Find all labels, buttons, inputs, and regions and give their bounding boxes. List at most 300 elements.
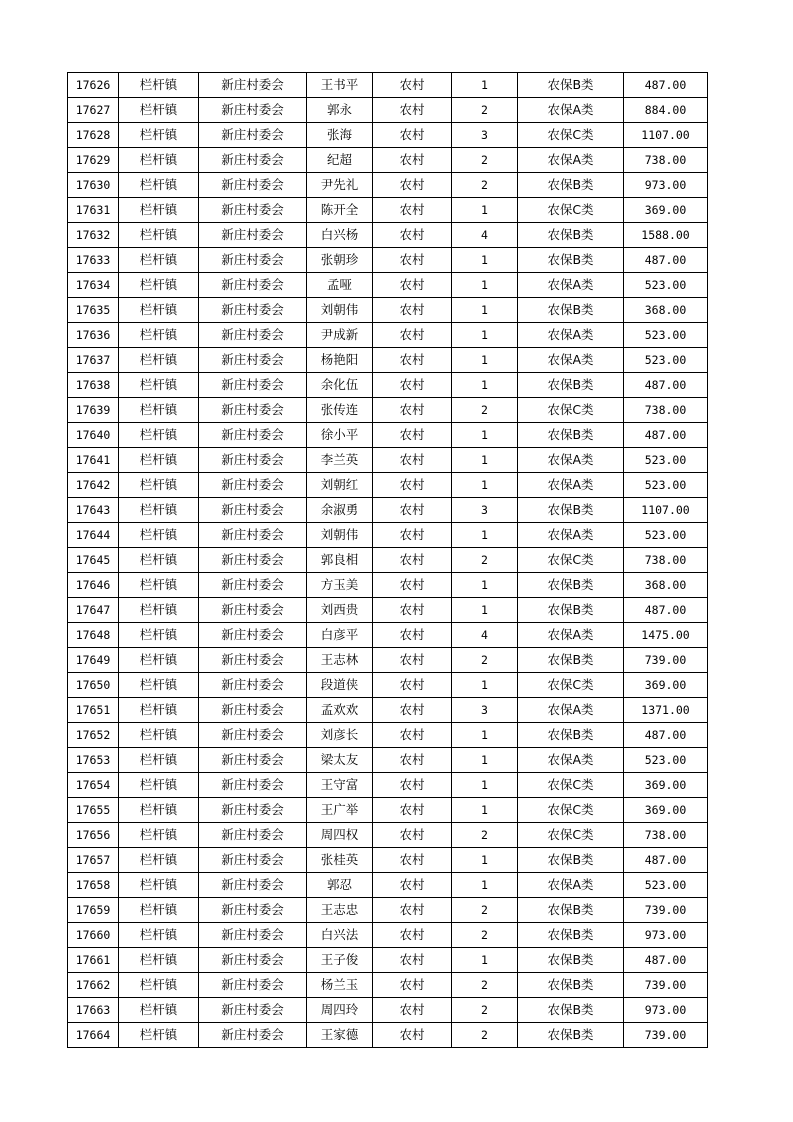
cell-id: 17652 bbox=[68, 723, 119, 748]
cell-count: 1 bbox=[452, 948, 518, 973]
cell-count: 1 bbox=[452, 798, 518, 823]
cell-category: 农保A类 bbox=[518, 148, 624, 173]
cell-village: 新庄村委会 bbox=[199, 523, 307, 548]
cell-category: 农保A类 bbox=[518, 873, 624, 898]
cell-id: 17655 bbox=[68, 798, 119, 823]
cell-town: 栏杆镇 bbox=[119, 423, 199, 448]
cell-category: 农保B类 bbox=[518, 723, 624, 748]
cell-id: 17649 bbox=[68, 648, 119, 673]
cell-amount: 487.00 bbox=[624, 73, 708, 98]
cell-type: 农村 bbox=[373, 148, 452, 173]
cell-id: 17645 bbox=[68, 548, 119, 573]
cell-id: 17646 bbox=[68, 573, 119, 598]
cell-count: 4 bbox=[452, 623, 518, 648]
cell-id: 17639 bbox=[68, 398, 119, 423]
cell-village: 新庄村委会 bbox=[199, 73, 307, 98]
cell-type: 农村 bbox=[373, 823, 452, 848]
cell-village: 新庄村委会 bbox=[199, 923, 307, 948]
cell-id: 17654 bbox=[68, 773, 119, 798]
cell-town: 栏杆镇 bbox=[119, 198, 199, 223]
roster-body bbox=[68, 73, 708, 1048]
table-row bbox=[68, 73, 708, 98]
cell-id: 17660 bbox=[68, 923, 119, 948]
cell-category: 农保C类 bbox=[518, 548, 624, 573]
cell-amount: 487.00 bbox=[624, 848, 708, 873]
cell-village: 新庄村委会 bbox=[199, 748, 307, 773]
cell-category: 农保B类 bbox=[518, 423, 624, 448]
cell-amount: 884.00 bbox=[624, 98, 708, 123]
cell-count: 2 bbox=[452, 923, 518, 948]
cell-village: 新庄村委会 bbox=[199, 123, 307, 148]
cell-count: 2 bbox=[452, 1023, 518, 1048]
cell-town: 栏杆镇 bbox=[119, 123, 199, 148]
cell-name: 张桂英 bbox=[307, 848, 373, 873]
cell-type: 农村 bbox=[373, 123, 452, 148]
cell-id: 17644 bbox=[68, 523, 119, 548]
cell-id: 17664 bbox=[68, 1023, 119, 1048]
cell-category: 农保C类 bbox=[518, 673, 624, 698]
cell-town: 栏杆镇 bbox=[119, 398, 199, 423]
cell-id: 17642 bbox=[68, 473, 119, 498]
cell-category: 农保A类 bbox=[518, 448, 624, 473]
cell-count: 1 bbox=[452, 723, 518, 748]
cell-category: 农保C类 bbox=[518, 798, 624, 823]
cell-count: 1 bbox=[452, 673, 518, 698]
cell-name: 白兴法 bbox=[307, 923, 373, 948]
cell-town: 栏杆镇 bbox=[119, 173, 199, 198]
cell-town: 栏杆镇 bbox=[119, 873, 199, 898]
cell-town: 栏杆镇 bbox=[119, 73, 199, 98]
cell-category: 农保B类 bbox=[518, 998, 624, 1023]
cell-town: 栏杆镇 bbox=[119, 98, 199, 123]
cell-count: 1 bbox=[452, 423, 518, 448]
table-row bbox=[68, 398, 708, 423]
table-row bbox=[68, 523, 708, 548]
cell-town: 栏杆镇 bbox=[119, 323, 199, 348]
cell-name: 周四权 bbox=[307, 823, 373, 848]
cell-name: 刘彦长 bbox=[307, 723, 373, 748]
cell-type: 农村 bbox=[373, 98, 452, 123]
cell-id: 17631 bbox=[68, 198, 119, 223]
cell-name: 方玉美 bbox=[307, 573, 373, 598]
roster-table bbox=[67, 72, 708, 1048]
cell-name: 王家德 bbox=[307, 1023, 373, 1048]
cell-category: 农保B类 bbox=[518, 648, 624, 673]
table-row bbox=[68, 598, 708, 623]
cell-town: 栏杆镇 bbox=[119, 573, 199, 598]
cell-name: 刘朝伟 bbox=[307, 523, 373, 548]
cell-name: 王广举 bbox=[307, 798, 373, 823]
cell-town: 栏杆镇 bbox=[119, 348, 199, 373]
cell-type: 农村 bbox=[373, 498, 452, 523]
cell-amount: 487.00 bbox=[624, 598, 708, 623]
cell-village: 新庄村委会 bbox=[199, 423, 307, 448]
cell-name: 刘朝红 bbox=[307, 473, 373, 498]
cell-type: 农村 bbox=[373, 673, 452, 698]
cell-village: 新庄村委会 bbox=[199, 373, 307, 398]
cell-type: 农村 bbox=[373, 298, 452, 323]
cell-amount: 739.00 bbox=[624, 898, 708, 923]
cell-village: 新庄村委会 bbox=[199, 698, 307, 723]
cell-amount: 738.00 bbox=[624, 148, 708, 173]
cell-count: 4 bbox=[452, 223, 518, 248]
cell-name: 郭永 bbox=[307, 98, 373, 123]
cell-id: 17640 bbox=[68, 423, 119, 448]
cell-town: 栏杆镇 bbox=[119, 973, 199, 998]
table-row bbox=[68, 548, 708, 573]
cell-amount: 973.00 bbox=[624, 173, 708, 198]
cell-town: 栏杆镇 bbox=[119, 923, 199, 948]
cell-name: 余化伍 bbox=[307, 373, 373, 398]
cell-count: 1 bbox=[452, 348, 518, 373]
cell-amount: 523.00 bbox=[624, 273, 708, 298]
cell-name: 王子俊 bbox=[307, 948, 373, 973]
cell-name: 白彦平 bbox=[307, 623, 373, 648]
cell-amount: 1371.00 bbox=[624, 698, 708, 723]
cell-amount: 369.00 bbox=[624, 673, 708, 698]
cell-name: 徐小平 bbox=[307, 423, 373, 448]
table-row bbox=[68, 223, 708, 248]
cell-category: 农保A类 bbox=[518, 698, 624, 723]
cell-amount: 487.00 bbox=[624, 373, 708, 398]
table-row bbox=[68, 998, 708, 1023]
cell-village: 新庄村委会 bbox=[199, 973, 307, 998]
cell-village: 新庄村委会 bbox=[199, 473, 307, 498]
cell-amount: 523.00 bbox=[624, 348, 708, 373]
cell-category: 农保B类 bbox=[518, 973, 624, 998]
cell-id: 17663 bbox=[68, 998, 119, 1023]
cell-amount: 523.00 bbox=[624, 873, 708, 898]
cell-id: 17635 bbox=[68, 298, 119, 323]
cell-name: 杨兰玉 bbox=[307, 973, 373, 998]
cell-count: 2 bbox=[452, 898, 518, 923]
cell-id: 17636 bbox=[68, 323, 119, 348]
cell-category: 农保A类 bbox=[518, 748, 624, 773]
cell-count: 3 bbox=[452, 498, 518, 523]
cell-count: 1 bbox=[452, 248, 518, 273]
cell-name: 李兰英 bbox=[307, 448, 373, 473]
cell-town: 栏杆镇 bbox=[119, 723, 199, 748]
cell-type: 农村 bbox=[373, 973, 452, 998]
cell-id: 17662 bbox=[68, 973, 119, 998]
cell-name: 尹先礼 bbox=[307, 173, 373, 198]
cell-town: 栏杆镇 bbox=[119, 673, 199, 698]
cell-count: 3 bbox=[452, 123, 518, 148]
table-row bbox=[68, 323, 708, 348]
cell-name: 张传连 bbox=[307, 398, 373, 423]
cell-town: 栏杆镇 bbox=[119, 598, 199, 623]
cell-id: 17629 bbox=[68, 148, 119, 173]
cell-village: 新庄村委会 bbox=[199, 148, 307, 173]
cell-amount: 973.00 bbox=[624, 923, 708, 948]
cell-type: 农村 bbox=[373, 848, 452, 873]
cell-category: 农保A类 bbox=[518, 323, 624, 348]
cell-town: 栏杆镇 bbox=[119, 148, 199, 173]
cell-name: 王书平 bbox=[307, 73, 373, 98]
cell-category: 农保B类 bbox=[518, 848, 624, 873]
cell-village: 新庄村委会 bbox=[199, 323, 307, 348]
cell-name: 王志林 bbox=[307, 648, 373, 673]
cell-amount: 369.00 bbox=[624, 798, 708, 823]
cell-town: 栏杆镇 bbox=[119, 623, 199, 648]
cell-amount: 739.00 bbox=[624, 973, 708, 998]
cell-id: 17650 bbox=[68, 673, 119, 698]
cell-count: 1 bbox=[452, 73, 518, 98]
cell-amount: 1588.00 bbox=[624, 223, 708, 248]
cell-name: 刘朝伟 bbox=[307, 298, 373, 323]
cell-town: 栏杆镇 bbox=[119, 798, 199, 823]
cell-village: 新庄村委会 bbox=[199, 198, 307, 223]
cell-name: 张海 bbox=[307, 123, 373, 148]
cell-type: 农村 bbox=[373, 698, 452, 723]
cell-id: 17657 bbox=[68, 848, 119, 873]
cell-type: 农村 bbox=[373, 723, 452, 748]
cell-category: 农保B类 bbox=[518, 923, 624, 948]
cell-village: 新庄村委会 bbox=[199, 548, 307, 573]
table-row bbox=[68, 923, 708, 948]
cell-id: 17647 bbox=[68, 598, 119, 623]
cell-count: 1 bbox=[452, 848, 518, 873]
cell-category: 农保B类 bbox=[518, 498, 624, 523]
table-row bbox=[68, 723, 708, 748]
cell-id: 17641 bbox=[68, 448, 119, 473]
cell-town: 栏杆镇 bbox=[119, 998, 199, 1023]
cell-name: 孟哑 bbox=[307, 273, 373, 298]
cell-type: 农村 bbox=[373, 423, 452, 448]
cell-id: 17648 bbox=[68, 623, 119, 648]
cell-type: 农村 bbox=[373, 373, 452, 398]
cell-count: 1 bbox=[452, 598, 518, 623]
cell-category: 农保B类 bbox=[518, 248, 624, 273]
cell-count: 1 bbox=[452, 373, 518, 398]
cell-town: 栏杆镇 bbox=[119, 648, 199, 673]
cell-village: 新庄村委会 bbox=[199, 673, 307, 698]
cell-name: 张朝珍 bbox=[307, 248, 373, 273]
cell-village: 新庄村委会 bbox=[199, 948, 307, 973]
cell-type: 农村 bbox=[373, 623, 452, 648]
cell-count: 2 bbox=[452, 823, 518, 848]
cell-count: 1 bbox=[452, 473, 518, 498]
cell-town: 栏杆镇 bbox=[119, 273, 199, 298]
cell-id: 17628 bbox=[68, 123, 119, 148]
cell-name: 余淑勇 bbox=[307, 498, 373, 523]
cell-name: 纪超 bbox=[307, 148, 373, 173]
cell-village: 新庄村委会 bbox=[199, 223, 307, 248]
table-row bbox=[68, 823, 708, 848]
cell-id: 17653 bbox=[68, 748, 119, 773]
cell-amount: 1475.00 bbox=[624, 623, 708, 648]
cell-name: 梁太友 bbox=[307, 748, 373, 773]
cell-village: 新庄村委会 bbox=[199, 648, 307, 673]
cell-id: 17630 bbox=[68, 173, 119, 198]
table-row bbox=[68, 273, 708, 298]
cell-name: 陈开全 bbox=[307, 198, 373, 223]
cell-category: 农保B类 bbox=[518, 1023, 624, 1048]
cell-type: 农村 bbox=[373, 398, 452, 423]
cell-category: 农保C类 bbox=[518, 773, 624, 798]
cell-amount: 523.00 bbox=[624, 523, 708, 548]
cell-village: 新庄村委会 bbox=[199, 448, 307, 473]
table-row bbox=[68, 348, 708, 373]
cell-id: 17632 bbox=[68, 223, 119, 248]
cell-category: 农保C类 bbox=[518, 398, 624, 423]
cell-type: 农村 bbox=[373, 648, 452, 673]
cell-type: 农村 bbox=[373, 548, 452, 573]
cell-id: 17638 bbox=[68, 373, 119, 398]
cell-type: 农村 bbox=[373, 198, 452, 223]
cell-village: 新庄村委会 bbox=[199, 273, 307, 298]
cell-count: 2 bbox=[452, 398, 518, 423]
cell-amount: 739.00 bbox=[624, 1023, 708, 1048]
cell-type: 农村 bbox=[373, 323, 452, 348]
cell-town: 栏杆镇 bbox=[119, 498, 199, 523]
cell-id: 17626 bbox=[68, 73, 119, 98]
table-row bbox=[68, 673, 708, 698]
cell-count: 1 bbox=[452, 273, 518, 298]
cell-category: 农保C类 bbox=[518, 823, 624, 848]
cell-type: 农村 bbox=[373, 773, 452, 798]
table-row bbox=[68, 973, 708, 998]
cell-id: 17637 bbox=[68, 348, 119, 373]
cell-amount: 523.00 bbox=[624, 323, 708, 348]
cell-village: 新庄村委会 bbox=[199, 298, 307, 323]
table-row bbox=[68, 448, 708, 473]
cell-name: 孟欢欢 bbox=[307, 698, 373, 723]
cell-amount: 487.00 bbox=[624, 248, 708, 273]
cell-town: 栏杆镇 bbox=[119, 823, 199, 848]
cell-count: 1 bbox=[452, 773, 518, 798]
cell-type: 农村 bbox=[373, 748, 452, 773]
cell-category: 农保B类 bbox=[518, 948, 624, 973]
table-row bbox=[68, 623, 708, 648]
cell-amount: 738.00 bbox=[624, 548, 708, 573]
cell-town: 栏杆镇 bbox=[119, 898, 199, 923]
cell-town: 栏杆镇 bbox=[119, 698, 199, 723]
cell-type: 农村 bbox=[373, 798, 452, 823]
table-row bbox=[68, 173, 708, 198]
cell-name: 王志忠 bbox=[307, 898, 373, 923]
cell-type: 农村 bbox=[373, 873, 452, 898]
cell-town: 栏杆镇 bbox=[119, 523, 199, 548]
table-row bbox=[68, 423, 708, 448]
table-row bbox=[68, 148, 708, 173]
cell-name: 尹成新 bbox=[307, 323, 373, 348]
cell-village: 新庄村委会 bbox=[199, 398, 307, 423]
cell-village: 新庄村委会 bbox=[199, 623, 307, 648]
table-row bbox=[68, 798, 708, 823]
cell-name: 周四玲 bbox=[307, 998, 373, 1023]
cell-village: 新庄村委会 bbox=[199, 723, 307, 748]
cell-type: 农村 bbox=[373, 1023, 452, 1048]
cell-town: 栏杆镇 bbox=[119, 373, 199, 398]
cell-count: 1 bbox=[452, 748, 518, 773]
cell-count: 1 bbox=[452, 523, 518, 548]
table-row bbox=[68, 248, 708, 273]
cell-category: 农保C类 bbox=[518, 198, 624, 223]
cell-category: 农保B类 bbox=[518, 73, 624, 98]
cell-type: 农村 bbox=[373, 223, 452, 248]
cell-type: 农村 bbox=[373, 998, 452, 1023]
cell-type: 农村 bbox=[373, 573, 452, 598]
cell-category: 农保A类 bbox=[518, 348, 624, 373]
cell-town: 栏杆镇 bbox=[119, 448, 199, 473]
cell-town: 栏杆镇 bbox=[119, 248, 199, 273]
cell-id: 17643 bbox=[68, 498, 119, 523]
table-row bbox=[68, 1023, 708, 1048]
cell-name: 杨艳阳 bbox=[307, 348, 373, 373]
cell-id: 17651 bbox=[68, 698, 119, 723]
table-row bbox=[68, 748, 708, 773]
cell-category: 农保B类 bbox=[518, 573, 624, 598]
cell-name: 白兴杨 bbox=[307, 223, 373, 248]
cell-town: 栏杆镇 bbox=[119, 548, 199, 573]
table-row bbox=[68, 948, 708, 973]
cell-amount: 369.00 bbox=[624, 773, 708, 798]
cell-village: 新庄村委会 bbox=[199, 573, 307, 598]
cell-type: 农村 bbox=[373, 273, 452, 298]
cell-id: 17627 bbox=[68, 98, 119, 123]
cell-id: 17661 bbox=[68, 948, 119, 973]
cell-village: 新庄村委会 bbox=[199, 798, 307, 823]
table-row bbox=[68, 848, 708, 873]
cell-category: 农保C类 bbox=[518, 123, 624, 148]
cell-category: 农保A类 bbox=[518, 623, 624, 648]
cell-type: 农村 bbox=[373, 598, 452, 623]
cell-village: 新庄村委会 bbox=[199, 173, 307, 198]
cell-amount: 487.00 bbox=[624, 723, 708, 748]
cell-amount: 1107.00 bbox=[624, 123, 708, 148]
table-row bbox=[68, 773, 708, 798]
cell-amount: 523.00 bbox=[624, 473, 708, 498]
cell-amount: 739.00 bbox=[624, 648, 708, 673]
cell-amount: 368.00 bbox=[624, 573, 708, 598]
cell-id: 17656 bbox=[68, 823, 119, 848]
cell-count: 1 bbox=[452, 323, 518, 348]
cell-count: 1 bbox=[452, 573, 518, 598]
cell-town: 栏杆镇 bbox=[119, 223, 199, 248]
cell-category: 农保B类 bbox=[518, 298, 624, 323]
cell-amount: 369.00 bbox=[624, 198, 708, 223]
cell-count: 1 bbox=[452, 448, 518, 473]
cell-town: 栏杆镇 bbox=[119, 773, 199, 798]
cell-id: 17658 bbox=[68, 873, 119, 898]
cell-category: 农保B类 bbox=[518, 598, 624, 623]
table-row bbox=[68, 898, 708, 923]
cell-town: 栏杆镇 bbox=[119, 298, 199, 323]
table-row bbox=[68, 98, 708, 123]
cell-amount: 523.00 bbox=[624, 448, 708, 473]
table-row bbox=[68, 698, 708, 723]
table-row bbox=[68, 498, 708, 523]
cell-category: 农保A类 bbox=[518, 473, 624, 498]
cell-village: 新庄村委会 bbox=[199, 98, 307, 123]
cell-village: 新庄村委会 bbox=[199, 848, 307, 873]
cell-amount: 487.00 bbox=[624, 948, 708, 973]
cell-village: 新庄村委会 bbox=[199, 348, 307, 373]
cell-village: 新庄村委会 bbox=[199, 1023, 307, 1048]
cell-amount: 973.00 bbox=[624, 998, 708, 1023]
cell-type: 农村 bbox=[373, 948, 452, 973]
table-row bbox=[68, 473, 708, 498]
cell-town: 栏杆镇 bbox=[119, 473, 199, 498]
cell-count: 2 bbox=[452, 548, 518, 573]
cell-amount: 738.00 bbox=[624, 398, 708, 423]
cell-amount: 487.00 bbox=[624, 423, 708, 448]
cell-count: 1 bbox=[452, 873, 518, 898]
cell-category: 农保B类 bbox=[518, 373, 624, 398]
cell-town: 栏杆镇 bbox=[119, 948, 199, 973]
cell-village: 新庄村委会 bbox=[199, 598, 307, 623]
